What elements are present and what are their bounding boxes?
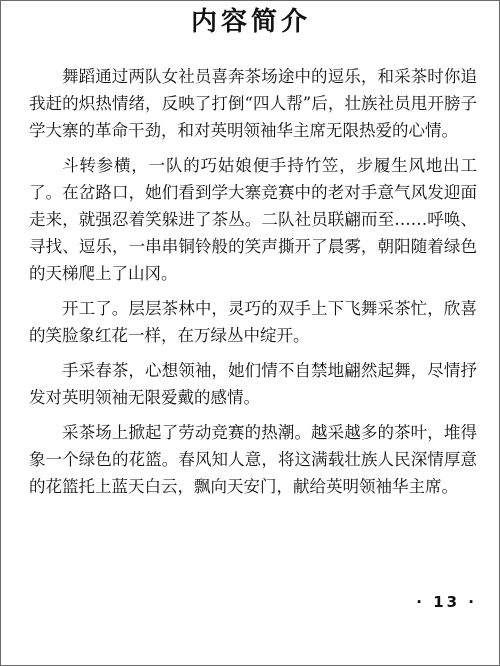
page-number: · 13 · [416, 593, 477, 611]
body-text [29, 63, 477, 508]
paragraph-3: 开工了。层层茶林中，灵巧的双手上下飞舞采茶忙，欣喜的笑脸象红花一样，在万绿丛中绽开。 [29, 299, 477, 345]
paragraph-4: 手采春茶，心想领袖，她们情不自禁地翩然起舞，尽情抒发对英明领袖无限爱戴的感情。 [29, 361, 477, 407]
page-title: 内容简介 [190, 7, 311, 37]
paragraph-1: 舞蹈通过两队女社员喜奔茶场途中的逗乐，和采茶时你追我赶的炽热情绪，反映了打倒“四人帮”后，壮族社员甩开膀子学大寨的革命干劲，和对英明领袖华主席无限热爱的心情。 [29, 67, 477, 140]
paragraph-2: 斗转参横，一队的巧姑娘便手持竹笠，步履生风地出工了。在岔路口，她们看到学大寨竞赛中的老对手意气风发迎面走来，就强忍着笑躲进了茶丛。二队社员联翩而至……呼唤、寻找、逗乐，一串串铜铃般的笑声撕开了晨雾，朝阳随着绿色的天梯爬上了山冈。 [29, 156, 477, 283]
paragraph-5: 采茶场上掀起了劳动竞赛的热潮。越采越多的茶叶，堆得象一个绿色的花篮。春风知人意，将这满载壮族人民深情厚意的花篮托上蓝天白云，飘向天安门，献给英明领袖华主席。 [29, 423, 477, 496]
